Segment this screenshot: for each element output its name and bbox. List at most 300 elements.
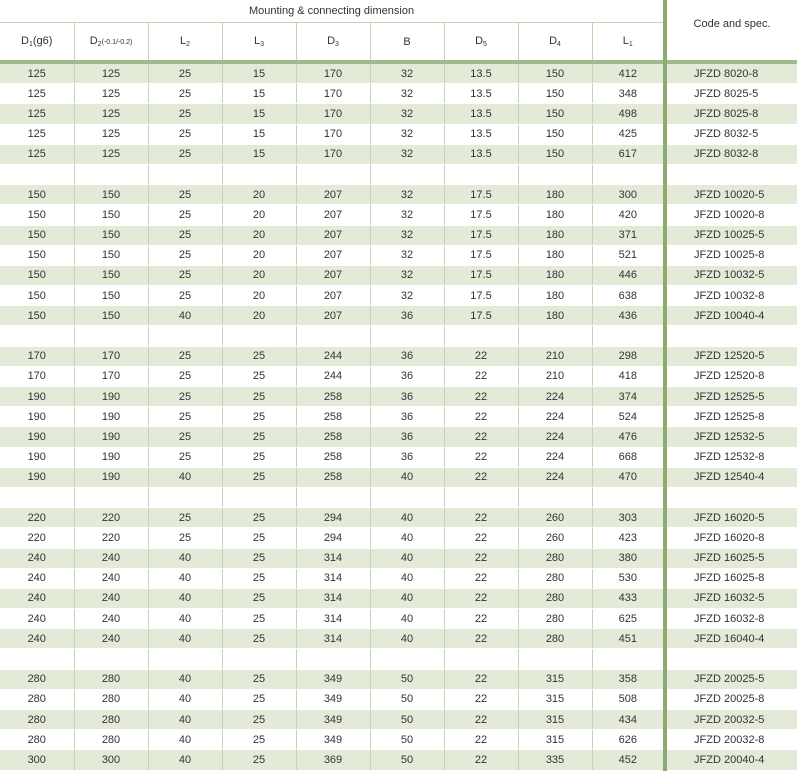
code-cell: JFZD 8032-8 <box>665 144 797 164</box>
code-cell: JFZD 12520-5 <box>665 346 797 366</box>
table-cell: 314 <box>296 588 370 608</box>
table-body <box>0 62 797 770</box>
column-header-subscript: 1 <box>628 41 633 48</box>
column-header-symbol: L <box>253 35 261 47</box>
table-cell: 20 <box>222 205 296 225</box>
table-cell: 50 <box>370 730 444 750</box>
table-cell: 25 <box>148 225 222 245</box>
table-row <box>0 447 797 467</box>
table-cell: 280 <box>0 730 74 750</box>
table-cell <box>370 164 444 184</box>
table-cell: 25 <box>148 84 222 104</box>
table-cell: 150 <box>518 144 592 164</box>
table-cell: 22 <box>444 710 518 730</box>
table-cell: 25 <box>148 508 222 528</box>
table-cell: 436 <box>592 306 665 326</box>
table-cell: 617 <box>592 144 665 164</box>
table-row <box>0 548 797 568</box>
table-cell: 25 <box>148 185 222 205</box>
table-cell: 625 <box>592 609 665 629</box>
table-cell: 15 <box>222 104 296 124</box>
table-cell: 180 <box>518 265 592 285</box>
table-cell: 17.5 <box>444 306 518 326</box>
table-cell: 25 <box>222 669 296 689</box>
table-cell: 348 <box>592 84 665 104</box>
table-cell: 22 <box>444 629 518 649</box>
table-cell: 207 <box>296 245 370 265</box>
table-cell: 260 <box>518 508 592 528</box>
table-cell: 190 <box>74 387 148 407</box>
table-cell: 300 <box>0 750 74 770</box>
table-cell: 314 <box>296 609 370 629</box>
table-cell: 32 <box>370 144 444 164</box>
table-cell: 280 <box>518 588 592 608</box>
table-row <box>0 609 797 629</box>
table-cell: 25 <box>148 62 222 84</box>
table-cell: 170 <box>0 346 74 366</box>
table-cell: 190 <box>0 427 74 447</box>
table-cell <box>148 164 222 184</box>
table-cell: 498 <box>592 104 665 124</box>
table-cell: 32 <box>370 225 444 245</box>
table-cell <box>370 487 444 507</box>
table-cell <box>148 326 222 346</box>
table-cell <box>74 326 148 346</box>
table-cell: 180 <box>518 185 592 205</box>
code-cell: JFZD 16025-5 <box>665 548 797 568</box>
table-cell: 220 <box>0 528 74 548</box>
table-cell: 25 <box>222 730 296 750</box>
table-cell: 36 <box>370 387 444 407</box>
table-row <box>0 750 797 770</box>
table-cell <box>592 487 665 507</box>
table-cell: 20 <box>222 225 296 245</box>
table-cell: 32 <box>370 286 444 306</box>
code-cell: JFZD 16025-8 <box>665 568 797 588</box>
table-cell: 13.5 <box>444 84 518 104</box>
table-cell: 125 <box>0 84 74 104</box>
table-cell: 40 <box>148 588 222 608</box>
table-cell <box>222 487 296 507</box>
code-cell: JFZD 10025-5 <box>665 225 797 245</box>
code-cell: JFZD 16032-5 <box>665 588 797 608</box>
table-cell: 303 <box>592 508 665 528</box>
table-row <box>0 205 797 225</box>
column-header-subscript: 4 <box>557 41 561 48</box>
table-cell: 258 <box>296 467 370 487</box>
table-cell: 240 <box>74 548 148 568</box>
table-cell: 22 <box>444 447 518 467</box>
code-cell: JFZD 16020-8 <box>665 528 797 548</box>
column-header <box>222 23 296 63</box>
table-cell: 150 <box>0 205 74 225</box>
table-row <box>0 669 797 689</box>
table-cell <box>518 487 592 507</box>
code-cell: JFZD 8032-5 <box>665 124 797 144</box>
table-cell: 150 <box>74 205 148 225</box>
code-cell: JFZD 8025-5 <box>665 84 797 104</box>
table-row <box>0 467 797 487</box>
table-cell: 25 <box>148 407 222 427</box>
table-cell <box>592 164 665 184</box>
table-cell: 40 <box>370 609 444 629</box>
column-header-subscript: 5 <box>483 41 487 48</box>
table-cell: 244 <box>296 346 370 366</box>
table-cell: 25 <box>222 689 296 709</box>
column-header <box>370 23 444 63</box>
code-cell: JFZD 10020-8 <box>665 205 797 225</box>
table-cell: 190 <box>0 387 74 407</box>
code-cell: JFZD 8020-8 <box>665 62 797 84</box>
table-cell <box>296 164 370 184</box>
table-row <box>0 407 797 427</box>
table-cell <box>148 487 222 507</box>
table-cell: 521 <box>592 245 665 265</box>
column-header-subscript: 2 <box>97 41 102 48</box>
table-cell: 180 <box>518 205 592 225</box>
table-cell: 40 <box>148 669 222 689</box>
table-row <box>0 265 797 285</box>
table-cell: 50 <box>370 669 444 689</box>
table-cell: 369 <box>296 750 370 770</box>
table-row <box>0 225 797 245</box>
table-cell: 125 <box>74 84 148 104</box>
table-cell: 50 <box>370 710 444 730</box>
table-cell <box>0 326 74 346</box>
code-column-title: Code and spec. <box>665 0 797 62</box>
table-cell: 25 <box>222 447 296 467</box>
table-cell: 170 <box>74 346 148 366</box>
table-cell: 22 <box>444 669 518 689</box>
table-cell: 150 <box>518 124 592 144</box>
table-row <box>0 568 797 588</box>
table-cell: 13.5 <box>444 124 518 144</box>
table-cell: 25 <box>222 427 296 447</box>
table-cell: 40 <box>148 629 222 649</box>
table-cell: 434 <box>592 710 665 730</box>
table-cell <box>370 326 444 346</box>
table-cell: 190 <box>74 427 148 447</box>
table-cell <box>444 164 518 184</box>
code-cell: JFZD 8025-8 <box>665 104 797 124</box>
table-cell: 358 <box>592 669 665 689</box>
table-cell: 280 <box>74 730 148 750</box>
table-cell: 240 <box>0 588 74 608</box>
table-cell <box>592 326 665 346</box>
table-cell: 224 <box>518 447 592 467</box>
table-cell: 280 <box>74 669 148 689</box>
group-separator-row <box>0 649 797 669</box>
table-cell: 20 <box>222 265 296 285</box>
table-cell: 190 <box>0 407 74 427</box>
table-cell: 25 <box>222 407 296 427</box>
table-cell: 40 <box>148 467 222 487</box>
table-row <box>0 528 797 548</box>
table-cell: 150 <box>0 225 74 245</box>
table-row <box>0 185 797 205</box>
table-row <box>0 629 797 649</box>
table-cell: 22 <box>444 366 518 386</box>
table-cell: 25 <box>222 366 296 386</box>
table-cell: 125 <box>74 144 148 164</box>
table-cell: 40 <box>370 548 444 568</box>
table-cell: 300 <box>74 750 148 770</box>
table-cell: 170 <box>296 84 370 104</box>
code-cell: JFZD 12525-8 <box>665 407 797 427</box>
table-row <box>0 124 797 144</box>
table-cell <box>444 649 518 669</box>
table-cell: 25 <box>222 387 296 407</box>
table-cell: 40 <box>148 548 222 568</box>
table-cell: 180 <box>518 306 592 326</box>
table-cell: 13.5 <box>444 144 518 164</box>
table-cell: 125 <box>0 124 74 144</box>
table-cell: 150 <box>74 286 148 306</box>
table-row <box>0 710 797 730</box>
table-cell: 280 <box>518 629 592 649</box>
table-cell: 40 <box>370 508 444 528</box>
table-cell: 15 <box>222 144 296 164</box>
table-cell: 224 <box>518 387 592 407</box>
table-cell: 298 <box>592 346 665 366</box>
table-cell <box>148 649 222 669</box>
column-header-symbol: L <box>179 35 187 47</box>
table-cell: 335 <box>518 750 592 770</box>
table-cell <box>222 649 296 669</box>
table-cell: 207 <box>296 185 370 205</box>
code-cell: JFZD 20025-5 <box>665 669 797 689</box>
table-cell: 315 <box>518 689 592 709</box>
table-cell: 207 <box>296 286 370 306</box>
table-cell: 22 <box>444 346 518 366</box>
table-cell: 220 <box>74 508 148 528</box>
table-cell: 125 <box>74 124 148 144</box>
table-row <box>0 346 797 366</box>
column-header <box>592 23 665 63</box>
code-cell: JFZD 10025-8 <box>665 245 797 265</box>
table-cell: 36 <box>370 447 444 467</box>
table-cell: 22 <box>444 427 518 447</box>
table-cell: 125 <box>74 62 148 84</box>
table-row <box>0 689 797 709</box>
table-cell: 220 <box>74 528 148 548</box>
table-cell: 530 <box>592 568 665 588</box>
column-header <box>296 23 370 63</box>
group-title: Mounting & connecting dimension <box>0 0 665 23</box>
table-cell: 150 <box>0 245 74 265</box>
table-cell: 240 <box>0 629 74 649</box>
column-header-symbol: D <box>549 35 558 47</box>
table-cell: 190 <box>74 447 148 467</box>
table-cell: 638 <box>592 286 665 306</box>
table-cell: 294 <box>296 508 370 528</box>
table-cell: 15 <box>222 124 296 144</box>
table-row <box>0 730 797 750</box>
table-cell: 17.5 <box>444 245 518 265</box>
table-cell: 314 <box>296 629 370 649</box>
table-cell: 260 <box>518 528 592 548</box>
table-cell <box>592 649 665 669</box>
code-cell: JFZD 10032-5 <box>665 265 797 285</box>
table-cell: 452 <box>592 750 665 770</box>
code-cell: JFZD 12532-5 <box>665 427 797 447</box>
table-cell: 451 <box>592 629 665 649</box>
table-cell: 13.5 <box>444 62 518 84</box>
table-cell: 524 <box>592 407 665 427</box>
table-cell: 349 <box>296 689 370 709</box>
table-cell: 20 <box>222 245 296 265</box>
table-cell: 418 <box>592 366 665 386</box>
table-cell: 32 <box>370 245 444 265</box>
table-cell: 349 <box>296 730 370 750</box>
table-cell: 314 <box>296 568 370 588</box>
code-cell: JFZD 12532-8 <box>665 447 797 467</box>
table-cell: 224 <box>518 407 592 427</box>
table-cell: 25 <box>222 508 296 528</box>
table-cell: 508 <box>592 689 665 709</box>
table-cell: 170 <box>296 62 370 84</box>
table-cell: 125 <box>74 104 148 124</box>
table-cell: 170 <box>0 366 74 386</box>
table-cell <box>74 487 148 507</box>
table-cell: 258 <box>296 387 370 407</box>
table-cell: 40 <box>148 730 222 750</box>
table-cell: 180 <box>518 225 592 245</box>
code-cell <box>665 326 797 346</box>
table-row <box>0 245 797 265</box>
table-cell: 668 <box>592 447 665 467</box>
table-cell: 294 <box>296 528 370 548</box>
column-header-symbol: L <box>622 35 629 47</box>
table-cell <box>518 164 592 184</box>
table-cell: 240 <box>0 568 74 588</box>
table-cell: 17.5 <box>444 265 518 285</box>
table-row <box>0 104 797 124</box>
table-cell <box>296 649 370 669</box>
table-cell: 170 <box>296 104 370 124</box>
table-cell: 258 <box>296 407 370 427</box>
table-cell: 244 <box>296 366 370 386</box>
code-cell: JFZD 20032-5 <box>665 710 797 730</box>
table-cell: 180 <box>518 245 592 265</box>
table-cell: 40 <box>148 750 222 770</box>
table-cell: 17.5 <box>444 205 518 225</box>
table-row <box>0 387 797 407</box>
table-cell: 207 <box>296 225 370 245</box>
table-cell: 476 <box>592 427 665 447</box>
code-cell <box>665 649 797 669</box>
column-header-symbol: D <box>327 35 336 47</box>
table-cell: 25 <box>222 750 296 770</box>
table-cell: 150 <box>0 265 74 285</box>
table-cell: 150 <box>0 185 74 205</box>
table-cell: 40 <box>370 528 444 548</box>
table-cell: 25 <box>148 427 222 447</box>
table-cell: 25 <box>148 205 222 225</box>
table-row <box>0 366 797 386</box>
table-cell: 150 <box>518 84 592 104</box>
table-cell: 240 <box>0 609 74 629</box>
code-cell: JFZD 20032-8 <box>665 730 797 750</box>
table-cell: 125 <box>0 144 74 164</box>
table-cell <box>0 164 74 184</box>
table-cell: 420 <box>592 205 665 225</box>
table-cell: 22 <box>444 750 518 770</box>
table-cell: 25 <box>148 346 222 366</box>
table-cell: 371 <box>592 225 665 245</box>
table-cell: 190 <box>74 467 148 487</box>
table-cell: 22 <box>444 407 518 427</box>
table-cell: 36 <box>370 346 444 366</box>
table-cell: 20 <box>222 306 296 326</box>
table-cell: 32 <box>370 62 444 84</box>
table-cell: 207 <box>296 265 370 285</box>
table-cell: 433 <box>592 588 665 608</box>
table-cell: 50 <box>370 689 444 709</box>
table-cell: 22 <box>444 689 518 709</box>
table-row <box>0 144 797 164</box>
table-cell: 210 <box>518 366 592 386</box>
table-cell: 25 <box>222 528 296 548</box>
table-cell: 240 <box>74 609 148 629</box>
table-cell: 315 <box>518 710 592 730</box>
table-cell: 25 <box>222 548 296 568</box>
column-header-subscript: 1 <box>28 41 33 48</box>
table-cell: 25 <box>222 346 296 366</box>
code-cell: JFZD 10020-5 <box>665 185 797 205</box>
table-cell: 240 <box>74 629 148 649</box>
code-cell: JFZD 20040-4 <box>665 750 797 770</box>
table-cell <box>74 164 148 184</box>
table-cell <box>222 326 296 346</box>
table-cell: 423 <box>592 528 665 548</box>
table-cell: 280 <box>74 710 148 730</box>
table-cell: 240 <box>74 588 148 608</box>
table-cell: 36 <box>370 366 444 386</box>
table-cell: 374 <box>592 387 665 407</box>
table-row <box>0 62 797 84</box>
table-cell: 150 <box>518 104 592 124</box>
table-cell: 425 <box>592 124 665 144</box>
code-cell <box>665 164 797 184</box>
column-header-symbol: B <box>403 35 411 48</box>
table-cell: 40 <box>148 609 222 629</box>
table-cell: 15 <box>222 62 296 84</box>
table-row <box>0 588 797 608</box>
table-cell <box>518 649 592 669</box>
code-cell: JFZD 20025-8 <box>665 689 797 709</box>
code-cell: JFZD 16020-5 <box>665 508 797 528</box>
table-cell: 25 <box>148 447 222 467</box>
table-cell: 25 <box>148 144 222 164</box>
table-cell: 280 <box>518 568 592 588</box>
table-cell: 224 <box>518 467 592 487</box>
table-cell: 258 <box>296 447 370 467</box>
table-cell: 25 <box>148 366 222 386</box>
table-cell: 150 <box>74 265 148 285</box>
table-cell: 40 <box>148 306 222 326</box>
table-cell: 470 <box>592 467 665 487</box>
code-cell: JFZD 16040-4 <box>665 629 797 649</box>
table-cell: 50 <box>370 750 444 770</box>
table-cell: 25 <box>222 629 296 649</box>
table-cell: 25 <box>148 104 222 124</box>
column-header-suffix: (-0.1/-0.2) <box>101 39 133 46</box>
table-cell: 170 <box>74 366 148 386</box>
table-cell: 32 <box>370 84 444 104</box>
table-row <box>0 84 797 104</box>
table-cell: 20 <box>222 185 296 205</box>
